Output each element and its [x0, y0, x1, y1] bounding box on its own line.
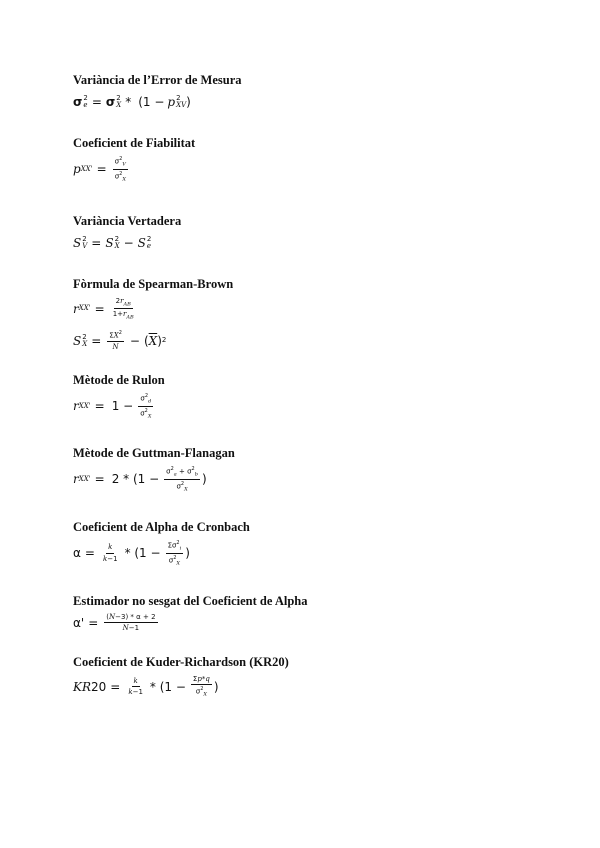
formula-spearman-brown: r XX' = $\frac{2r_{AB}}{1+r_{AB}}$ [73, 297, 134, 321]
heading-coeficient-fiabilitat: Coeficient de Fiabilitat [73, 136, 196, 150]
heading-metode-rulon: Mètode de Rulon [73, 373, 165, 387]
formula-coeficient-fiabilitat: p XX' = $\frac{\sigma^2_V}{\sigma^2_X}$ [73, 156, 126, 183]
heading-kuder-richardson: Coeficient de Kuder-Richardson (KR20) [73, 655, 289, 669]
formula-metode-rulon: r XX' = 1 − $\frac{\sigma^2_d}{\sigma^2_X}$ [73, 393, 152, 420]
heading-alpha-cronbach: Coeficient de Alpha de Cronbach [73, 520, 250, 534]
heading-spearman-brown: Fòrmula de Spearman-Brown [73, 277, 234, 291]
heading-guttman-flanagan: Mètode de Guttman-Flanagan [73, 446, 235, 460]
formula-kuder-richardson: KR 20 = $\frac{k}{k-1}$ * (1 − $\frac{\Sigma p*q}{\sigma^2_X}$ ) [73, 675, 219, 699]
formula-estimador-alpha: α' = $\frac{(N-3) * \alpha + 2}{N-1}$ [73, 613, 156, 633]
formula-guttman-flanagan: r XX' = 2 * (1 − $\frac{\sigma^2_a + \sigma^2_b}{\sigma^2_X}$ ) [73, 466, 207, 493]
formula-alpha-cronbach: α = $\frac{k}{k-1}$ * (1 − $\frac{\Sigma\sigma^2_i}{\sigma^2_X}$ ) [73, 540, 190, 567]
heading-variancia-vertadera: Variància Vertadera [73, 214, 182, 228]
heading-estimador-alpha: Estimador no sesgat del Coeficient de Alpha [73, 594, 308, 608]
formula-variancia-vertadera: S 2 V = S 2 X − S 2 e [73, 235, 152, 250]
heading-variancia-error: Variància de l’Error de Mesura [73, 73, 242, 87]
formula-variancia-error: σ 2 e = σ 2 X * (1 − p 2 XV ) [73, 94, 191, 109]
formula-variancia-observada: S 2 X = $\frac{\Sigma X^2}{N}$ − ( $\overline{X}$ ) 2 [73, 330, 167, 351]
